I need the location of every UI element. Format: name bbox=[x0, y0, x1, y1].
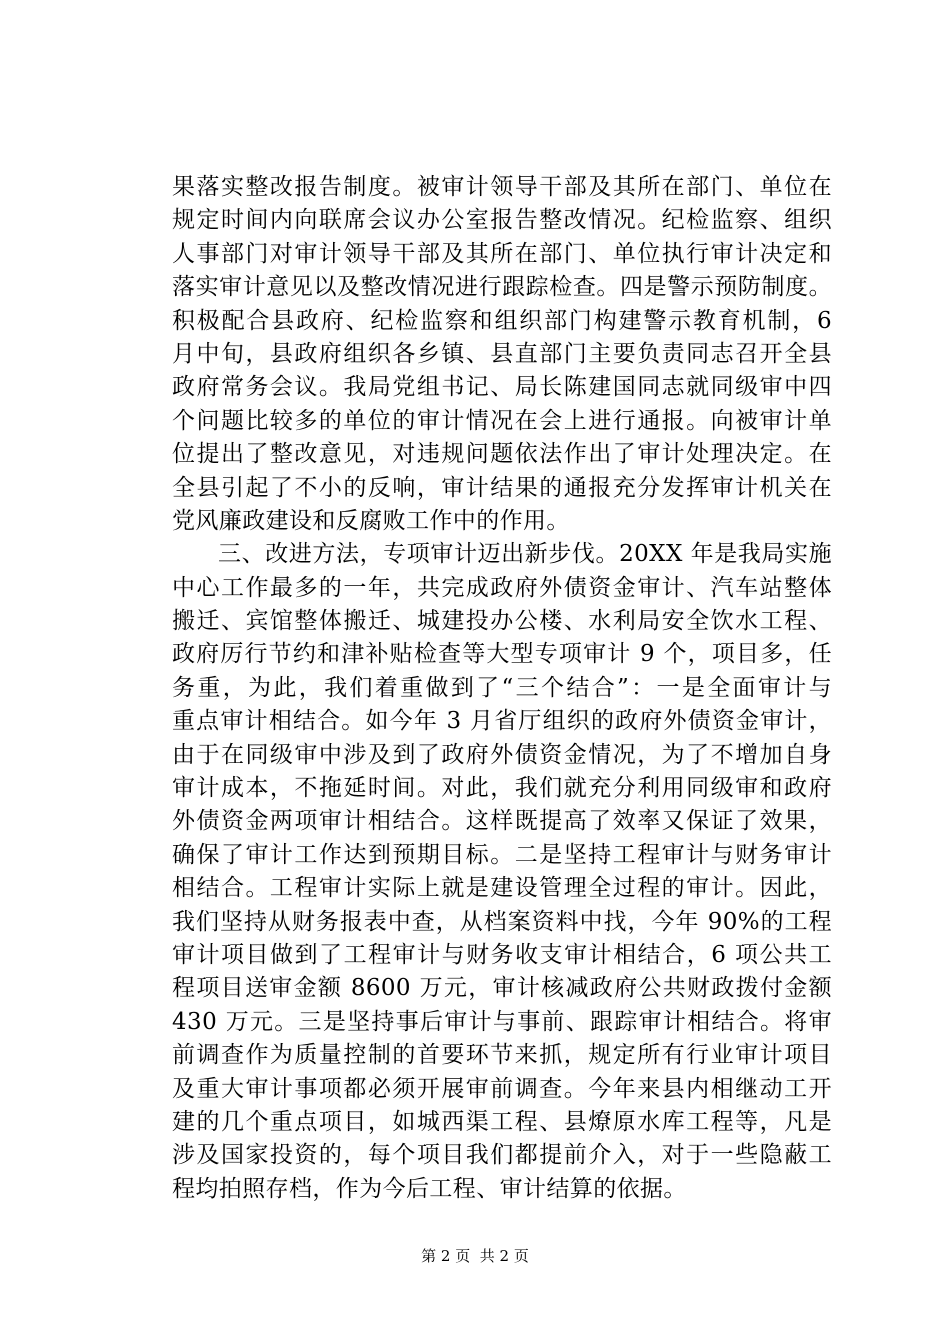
text-line: 430 万元。三是坚持事后审计与事前、跟踪审计相结合。将审 bbox=[172, 1008, 832, 1035]
paragraph-first-line: 三、改进方法，专项审计迈出新步伐。20XX 年是我局实施 bbox=[218, 541, 832, 568]
text-line: 政府常务会议。我局党组书记、局长陈建国同志就同级审中四 bbox=[172, 374, 832, 401]
text-line: 重点审计相结合。如今年 3 月省厅组织的政府外债资金审计， bbox=[172, 708, 832, 735]
text-line: 前调查作为质量控制的首要环节来抓，规定所有行业审计项目 bbox=[172, 1042, 832, 1069]
text-line: 人事部门对审计领导干部及其所在部门、单位执行审计决定和 bbox=[172, 240, 832, 267]
text-line: 涉及国家投资的，每个项目我们都提前介入，对于一些隐蔽工 bbox=[172, 1142, 832, 1169]
text-line: 规定时间内向联席会议办公室报告整改情况。纪检监察、组织 bbox=[172, 207, 832, 234]
text-line: 位提出了整改意见，对违规问题依法作出了审计处理决定。在 bbox=[172, 441, 832, 468]
text-line: 程项目送审金额 8600 万元，审计核减政府公共财政拨付金额 bbox=[172, 975, 832, 1002]
text-line: 外债资金两项审计相结合。这样既提高了效率又保证了效果， bbox=[172, 808, 832, 835]
text-line: 政府厉行节约和津补贴检查等大型专项审计 9 个，项目多，任 bbox=[172, 641, 832, 668]
text-line: 果落实整改报告制度。被审计领导干部及其所在部门、单位在 bbox=[172, 174, 832, 200]
text-line: 积极配合县政府、纪检监察和组织部门构建警示教育机制，6 bbox=[172, 307, 832, 334]
text-line: 全县引起了不小的反响，审计结果的通报充分发挥审计机关在 bbox=[172, 474, 832, 501]
text-line: 党风廉政建设和反腐败工作中的作用。 bbox=[172, 507, 570, 534]
text-line: 搬迁、宾馆整体搬迁、城建投办公楼、水利局安全饮水工程、 bbox=[172, 608, 832, 635]
text-line: 程均拍照存档，作为今后工程、审计结算的依据。 bbox=[172, 1175, 687, 1202]
text-line: 个问题比较多的单位的审计情况在会上进行通报。向被审计单 bbox=[172, 407, 832, 434]
text-line: 落实审计意见以及整改情况进行跟踪检查。四是警示预防制度。 bbox=[172, 274, 832, 301]
page-footer: 第 2 页 共 2 页 bbox=[421, 1247, 529, 1265]
text-line: 我们坚持从财务报表中查，从档案资料中找，今年 90%的工程 bbox=[172, 908, 832, 935]
text-line: 建的几个重点项目，如城西渠工程、县燎原水库工程等，凡是 bbox=[172, 1108, 832, 1135]
text-line: 月中旬，县政府组织各乡镇、县直部门主要负责同志召开全县 bbox=[172, 340, 832, 367]
text-line: 及重大审计事项都必须开展审前调查。今年来县内相继动工开 bbox=[172, 1075, 832, 1102]
text-line: 审计项目做到了工程审计与财务收支审计相结合，6 项公共工 bbox=[172, 941, 832, 968]
text-line: 务重，为此，我们着重做到了“三个结合”：一是全面审计与 bbox=[172, 674, 832, 701]
text-line: 审计成本，不拖延时间。对此，我们就充分利用同级审和政府 bbox=[172, 775, 832, 802]
body-text bbox=[172, 171, 832, 1206]
text-line: 中心工作最多的一年，共完成政府外债资金审计、汽车站整体 bbox=[172, 574, 832, 601]
text-line: 相结合。工程审计实际上就是建设管理全过程的审计。因此， bbox=[172, 875, 832, 902]
text-line: 确保了审计工作达到预期目标。二是坚持工程审计与财务审计 bbox=[172, 841, 832, 868]
text-line: 由于在同级审中涉及到了政府外债资金情况，为了不增加自身 bbox=[172, 741, 832, 768]
